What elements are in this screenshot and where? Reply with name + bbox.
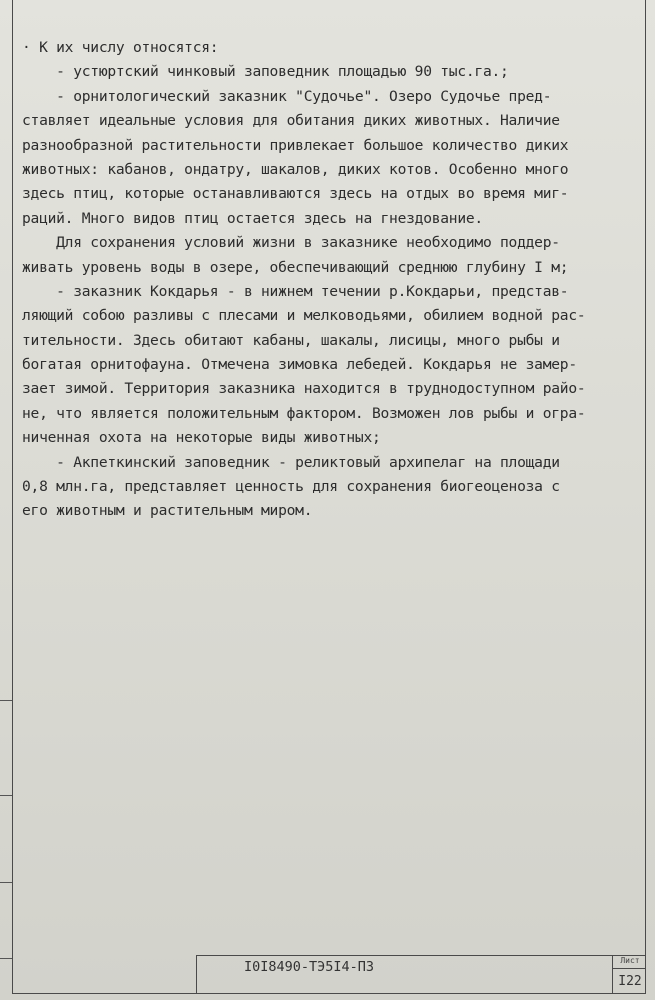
text-line: тительности. Здесь обитают кабаны, шакалы, лисицы, много рыбы и: [22, 331, 560, 349]
text-line: здесь птиц, которые останавливаются здесь на отдых во время миг-: [22, 185, 569, 203]
sheet-number: I22: [618, 974, 642, 989]
sheet-label: Лист: [620, 956, 640, 965]
sheet-number-cell: [612, 955, 646, 994]
text-line: ляющий собою разливы с плесами и мелководьями, обилием водной рас-: [22, 307, 586, 325]
text-line: зает зимой. Территория заказника находится в труднодоступном райо-: [22, 380, 586, 398]
text-line: - устюртский чинковый заповедник площадью 90 тыс.га.;: [22, 63, 509, 81]
text-line: - Акпеткинский заповедник - реликтовый архипелаг на площади: [22, 453, 560, 471]
text-line: · К их числу относятся:: [22, 39, 219, 56]
margin-binding-ticks: [0, 700, 12, 960]
text-line: 0,8 млн.га, представляет ценность для сохранения биогеоценоза с: [22, 478, 560, 496]
text-line: разнообразной растительности привлекает большое количество диких: [22, 136, 569, 154]
text-line: живать уровень воды в озере, обеспечивающий среднюю глубину I м;: [22, 258, 569, 276]
text-line: животных: кабанов, ондатру, шакалов, диких котов. Особенно много: [22, 160, 569, 178]
text-line: ставляет идеальные условия для обитания диких животных. Наличие: [22, 112, 560, 130]
text-line: ниченная охота на некоторые виды животных;: [22, 429, 381, 447]
document-code: I0I8490-ТЭ5I4-ПЗ: [243, 959, 375, 975]
text-line: его животным и растительным миром.: [22, 502, 313, 520]
text-line: Для сохранения условий жизни в заказнике необходимо поддер-: [22, 234, 560, 252]
text-line: богатая орнитофауна. Отмечена зимовка лебедей. Кокдарья не замер-: [22, 356, 577, 374]
text-line: раций. Много видов птиц остается здесь на гнездование.: [22, 209, 483, 227]
body-text: [22, 36, 622, 524]
text-line: - орнитологический заказник "Судочье". Озеро Судочье пред-: [22, 87, 552, 105]
text-line: не, что является положительным фактором. Возможен лов рыбы и огра-: [22, 404, 586, 422]
text-line: - заказник Кокдарья - в нижнем течении р.Кокдарьи, представ-: [22, 282, 569, 300]
